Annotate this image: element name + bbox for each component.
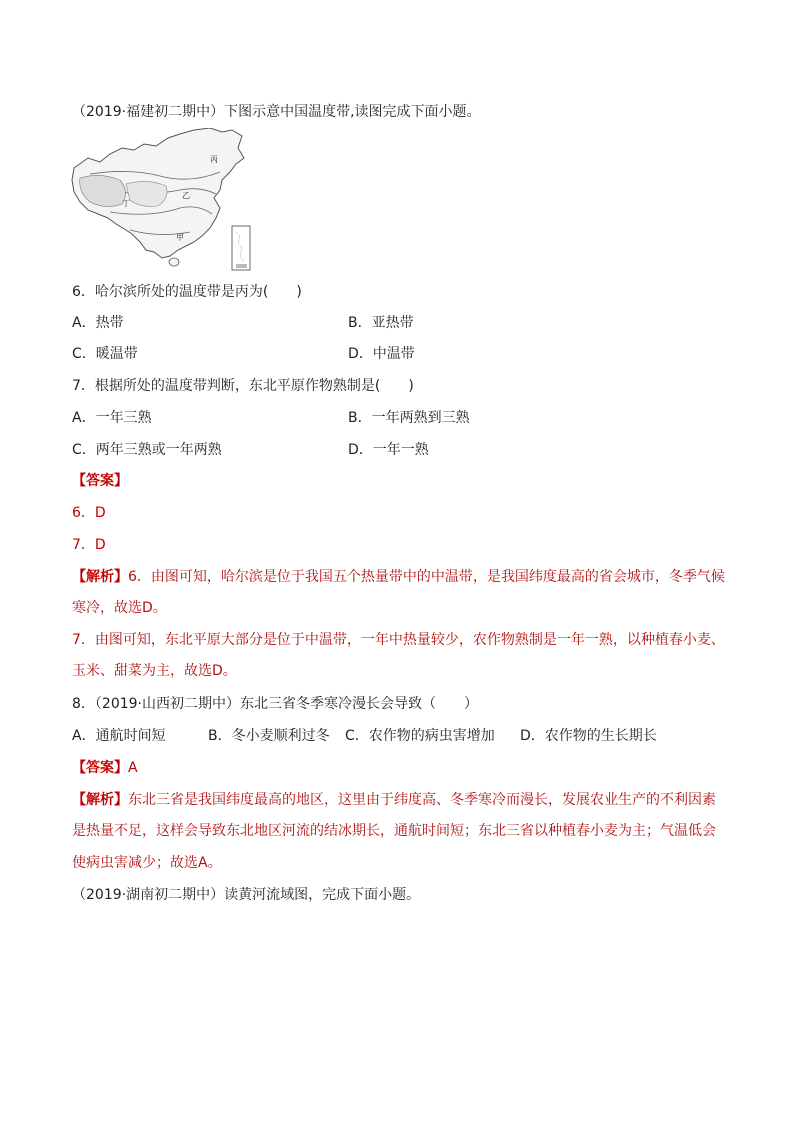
answer-tag-2: 【答案】 — [72, 760, 128, 776]
explanation-1-line-3: 7．由图可知，东北平原大部分是位于中温带，一年中热量较少，农作物熟制是一年一熟，以种植春小麦、 — [72, 632, 725, 648]
china-map-figure — [70, 128, 252, 274]
map-label-bing: 丙 — [210, 155, 218, 164]
q7-option-b: B．一年两熟到三熟 — [348, 410, 470, 426]
explanation-2-line-1 — [72, 790, 716, 810]
explanation-1-text-1: 6．由图可知，哈尔滨是位于我国五个热量带中的中温带，是我国纬度最高的省会城市，冬季气候 — [128, 569, 725, 585]
map-label-jia: 甲 — [176, 233, 184, 242]
explanation-1-line-2: 寒冷，故选D。 — [72, 600, 167, 616]
q6-option-d: D．中温带 — [348, 346, 415, 362]
map-label-ding: 丁 — [122, 199, 130, 208]
q7-option-c: C．两年三熟或一年两熟 — [72, 442, 222, 458]
q8-option-b: B．冬小麦顺利过冬 — [208, 728, 330, 744]
answer-7: 7．D — [72, 537, 106, 553]
explanation-2-text-1: 东北三省是我国纬度最高的地区，这里由于纬度高、冬季寒冷而漫长，发展农业生产的不利因素 — [128, 792, 716, 808]
question-intro-1: （2019·福建初二期中）下图示意中国温度带,读图完成下面小题。 — [72, 104, 481, 120]
explanation-2-line-2: 是热量不足，这样会导致东北地区河流的结冰期长，通航时间短；东北三省以种植春小麦为主；气温低会 — [72, 823, 716, 839]
q6-option-c: C．暖温带 — [72, 346, 138, 362]
q8-option-c: C．农作物的病虫害增加 — [345, 728, 495, 744]
q6-stem: 6．哈尔滨所处的温度带是丙为( ) — [72, 284, 302, 300]
answer-8-line — [72, 758, 138, 778]
explanation-tag-2: 【解析】 — [72, 792, 128, 808]
map-label-yi: 乙 — [182, 191, 190, 200]
q7-stem: 7．根据所处的温度带判断，东北平原作物熟制是( ) — [72, 378, 414, 394]
answer-8: A — [128, 760, 138, 776]
q6-option-a: A．热带 — [72, 315, 124, 331]
explanation-2-line-3: 使病虫害减少；故选A。 — [72, 855, 222, 871]
explanation-1-line-4: 玉米、甜菜为主，故选D。 — [72, 663, 237, 679]
question-intro-2: （2019·湖南初二期中）读黄河流域图，完成下面小题。 — [72, 887, 421, 903]
q8-option-a: A．通航时间短 — [72, 728, 166, 744]
explanation-1-line-1 — [72, 567, 725, 587]
q8-option-d: D．农作物的生长期长 — [520, 728, 657, 744]
answer-tag-1: 【答案】 — [72, 473, 128, 489]
q8-stem: 8．（2019·山西初二期中）东北三省冬季寒冷漫长会导致（ ） — [72, 696, 478, 712]
answer-6: 6．D — [72, 505, 106, 521]
q7-option-d: D．一年一熟 — [348, 442, 429, 458]
china-temperature-zone-map — [70, 128, 252, 274]
q7-option-a: A．一年三熟 — [72, 410, 152, 426]
q6-option-b: B．亚热带 — [348, 315, 414, 331]
explanation-tag-1: 【解析】 — [72, 569, 128, 585]
